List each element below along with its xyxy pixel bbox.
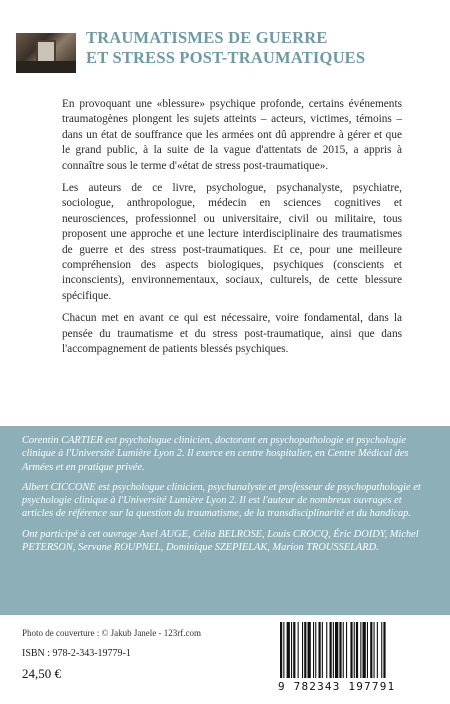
- title-line-2: ET STRESS POST-TRAUMATIQUES: [86, 48, 366, 67]
- author-paragraph: Ont participé à cet ouvrage Axel AUGE, Célia BELROSE, Louis CROCQ, Éric DOIDY, Michel PETERSON, Servane ROUPNEL, Dominique SZEPIELAK, Marion TROUSSELARD.: [22, 528, 419, 554]
- author-paragraph: Corentin CARTIER est psychologue clinicien, doctorant en psychopathologie et psychologie clinique à l'Université Lumière Lyon 2. Il exerce en centre hospitalier, en Centre Médical des Armées et en pratique privée.: [22, 435, 409, 473]
- author-paragraph: Albert CICCONE est psychologue clinicien, psychanalyste et professeur de psychopathologie et psychologie clinique à l'Université Lumière Lyon 2. Il est l'auteur de nombreux ouvrages et articles de référence sur la question du traumatisme, de la transdisciplinarité et du handicap.: [22, 481, 421, 520]
- price: 24,50 €: [22, 666, 61, 681]
- barcode: [276, 620, 428, 680]
- isbn: ISBN : 978-2-343-19779-1: [22, 648, 131, 659]
- barcode-number: 9 782343 197791: [278, 680, 396, 693]
- title-line-1: TRAUMATISMES DE GUERRE: [86, 28, 328, 47]
- cover-photo-thumbnail: [16, 33, 76, 73]
- summary-paragraph: Les auteurs de ce livre, psychologue, psychanalyste, psychiatre, sociologue, anthropologue, médecin en sciences cognitives et neurosciences, professionnel ou universitaire, civil ou militaire, tous proposent une approche et une lecture interdisciplinaire des traumatismes de guerre et des stress post-traumatiques. Et ce, pour une meilleure compréhension des aspects biologiques, psychiques (conscients et inconscients), environnementaux, sociaux, culturels, de cette blessure spécifique.: [62, 182, 402, 302]
- photo-credit: Photo de couverture : © Jakub Janele - 123rf.com: [22, 628, 202, 638]
- summary-paragraph: Chacun met en avant ce qui est nécessaire, voire fondamental, dans la pensée du traumatisme et du stress post-traumatique, ainsi que dans l'accompagnement de patients blessés psychiques.: [62, 312, 402, 356]
- authors-bio: [22, 434, 428, 561]
- book-summary: [62, 97, 402, 365]
- book-title: [86, 28, 426, 68]
- summary-paragraph: En provoquant une «blessure» psychique profonde, certains événements traumatogènes plongent les sujets atteints – acteurs, victimes, témoins – dans un état de souffrance que les armées ont dû apprendre à gérer et que le grand public, à la suite de la vague d'attentats de 2015, a appris à connaître sous le terme d'«état de stress post-traumatique».: [62, 98, 402, 172]
